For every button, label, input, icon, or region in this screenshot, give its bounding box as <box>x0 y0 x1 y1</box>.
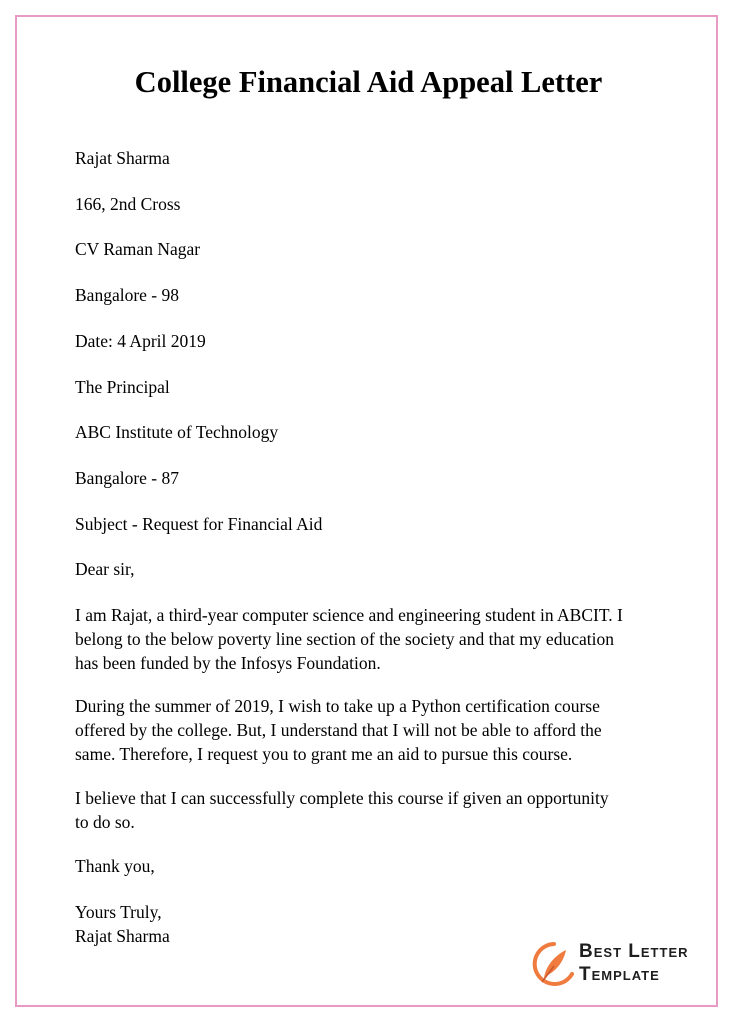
signature-name: Rajat Sharma <box>75 926 170 946</box>
sender-address-line1: 166, 2nd Cross <box>75 194 181 214</box>
salutation: Dear sir, <box>75 559 135 579</box>
brand-logo <box>532 940 692 990</box>
sender-address-line3: Bangalore - 98 <box>75 285 179 305</box>
closing: Yours Truly, <box>75 902 162 922</box>
paragraph-line: to do so. <box>75 812 135 832</box>
paragraph-line: has been funded by the Infosys Foundation. <box>75 653 381 673</box>
quill-icon <box>532 940 576 990</box>
sender-address-line2: CV Raman Nagar <box>75 239 201 259</box>
paragraph-line: belong to the below poverty line section of the society and that my education <box>75 629 614 649</box>
thank-you: Thank you, <box>75 856 155 876</box>
page-title: College Financial Aid Appeal Letter <box>134 65 603 99</box>
recipient-city: Bangalore - 87 <box>75 468 179 488</box>
logo-text-line2: Template <box>579 964 660 985</box>
paragraph-line: offered by the college. But, I understand that I will not be able to afford the <box>75 720 602 740</box>
paragraph-line: I believe that I can successfully complete this course if given an opportunity <box>75 788 609 808</box>
sender-name: Rajat Sharma <box>75 148 170 168</box>
paragraph-line: I am Rajat, a third-year computer science and engineering student in ABCIT. I <box>75 605 623 625</box>
paragraph-line: same. Therefore, I request you to grant me an aid to pursue this course. <box>75 744 573 764</box>
recipient-institution: ABC Institute of Technology <box>75 422 279 442</box>
letter-date: Date: 4 April 2019 <box>75 331 206 351</box>
letter-subject: Subject - Request for Financial Aid <box>75 514 323 534</box>
paragraph-line: During the summer of 2019, I wish to take up a Python certification course <box>75 696 600 716</box>
recipient-title: The Principal <box>75 377 170 397</box>
logo-text-line1: Best Letter <box>579 941 689 962</box>
